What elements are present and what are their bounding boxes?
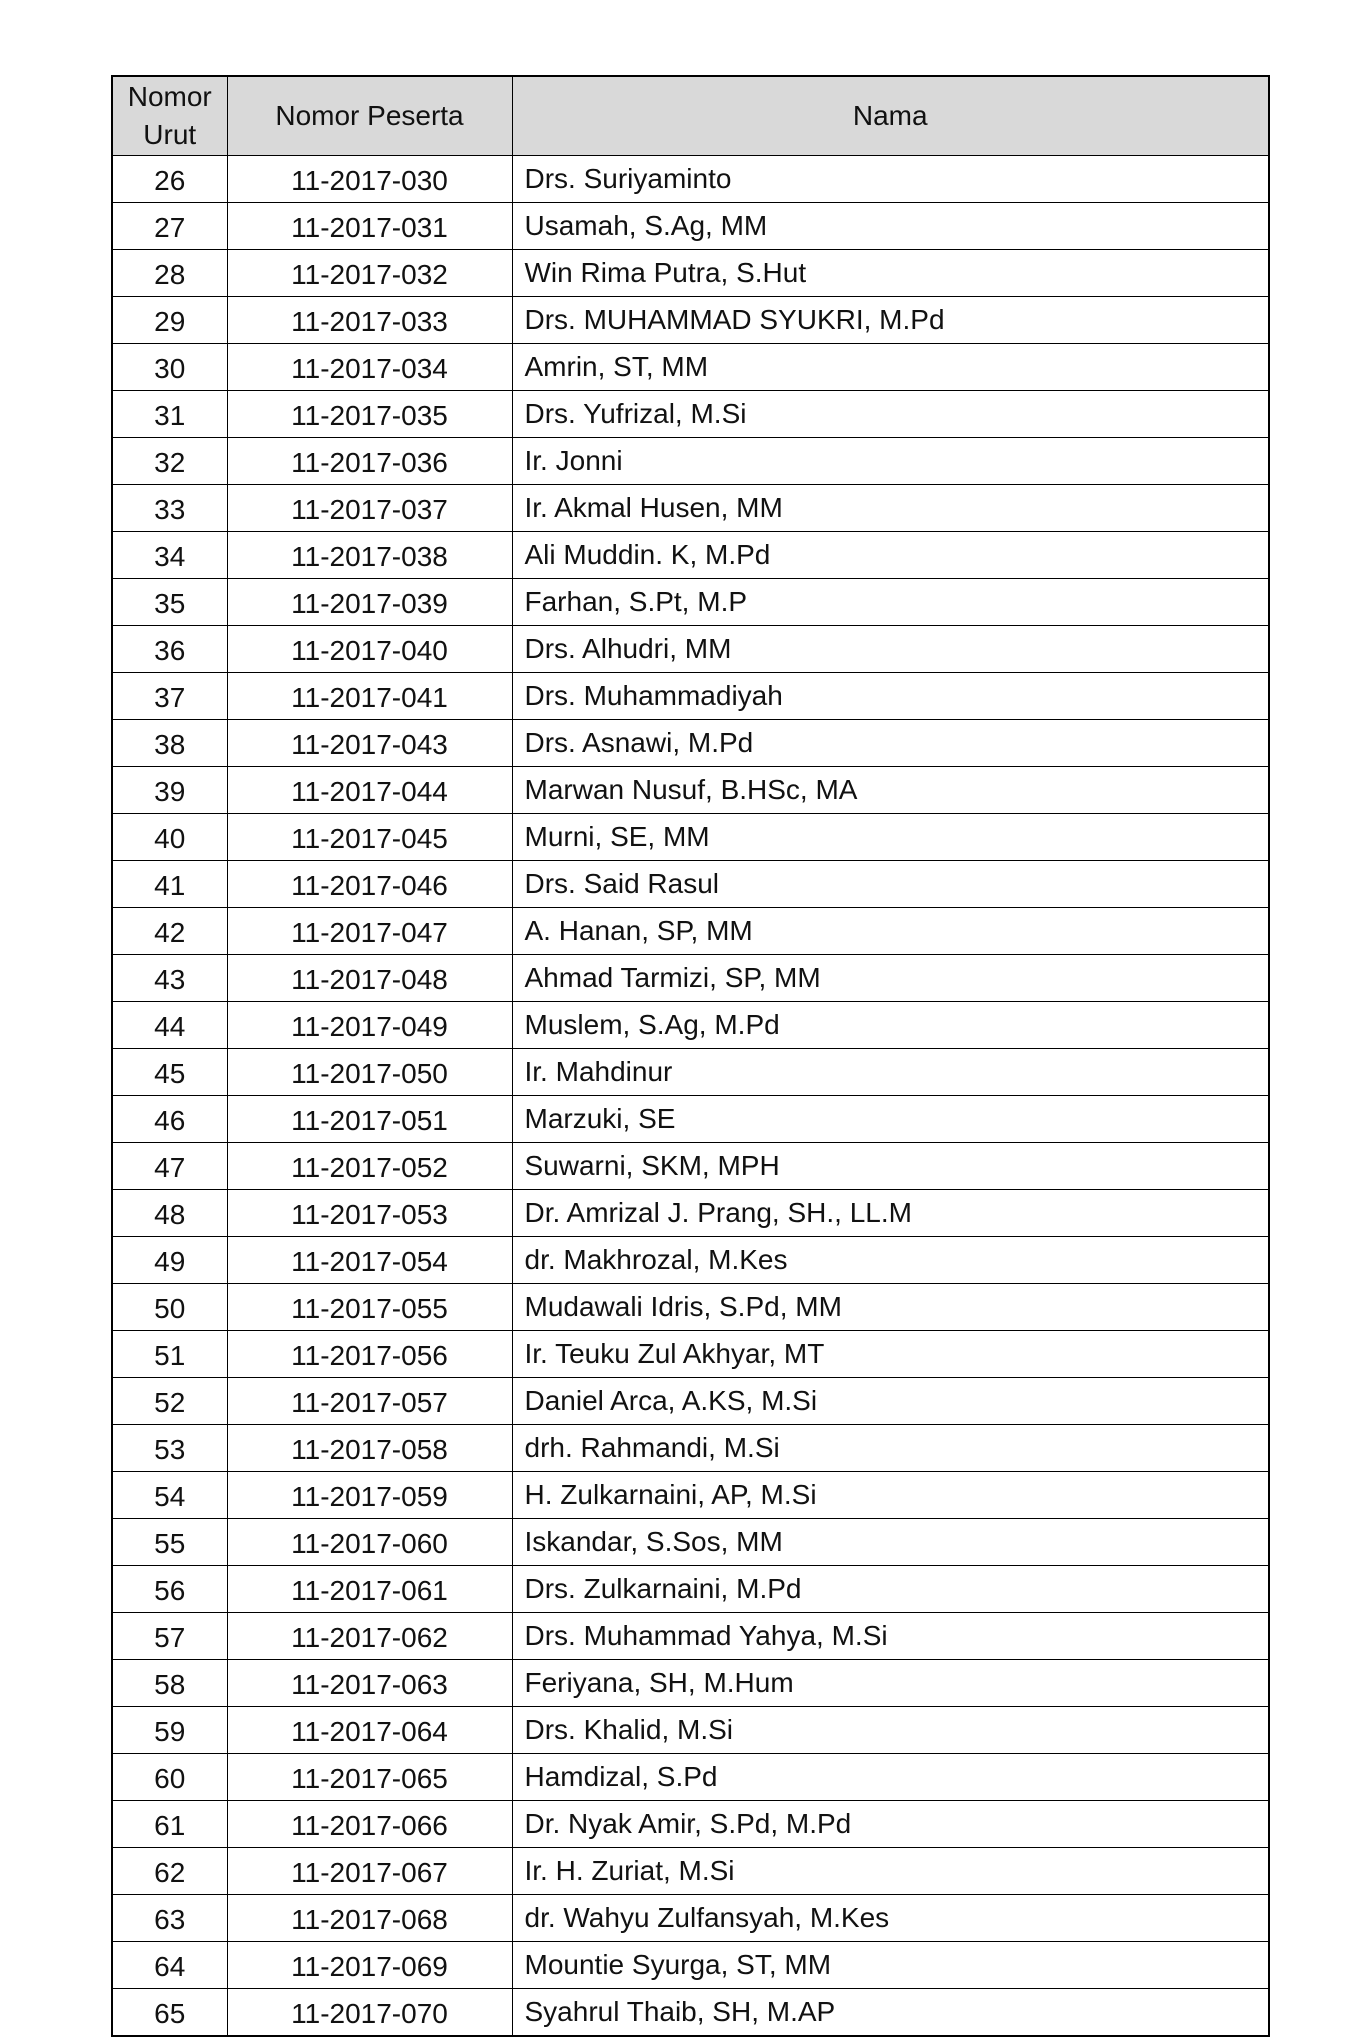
cell-nama: Mudawali Idris, S.Pd, MM	[512, 1283, 1269, 1330]
cell-nomor-peserta: 11-2017-058	[227, 1424, 512, 1471]
participants-table	[111, 75, 1270, 2037]
table-row	[112, 1753, 1269, 1800]
cell-nomor-peserta: 11-2017-057	[227, 1377, 512, 1424]
cell-nomor-urut: 32	[112, 437, 227, 484]
cell-nomor-peserta: 11-2017-065	[227, 1753, 512, 1800]
table-row	[112, 766, 1269, 813]
table-row	[112, 1471, 1269, 1518]
table-row	[112, 1800, 1269, 1847]
cell-nomor-peserta: 11-2017-043	[227, 719, 512, 766]
table-row	[112, 813, 1269, 860]
cell-nomor-urut: 58	[112, 1659, 227, 1706]
table-row	[112, 1330, 1269, 1377]
header-nomor-peserta: Nomor Peserta	[227, 76, 512, 155]
cell-nomor-peserta: 11-2017-045	[227, 813, 512, 860]
cell-nomor-peserta: 11-2017-055	[227, 1283, 512, 1330]
cell-nomor-peserta: 11-2017-040	[227, 625, 512, 672]
table-row	[112, 202, 1269, 249]
cell-nomor-urut: 61	[112, 1800, 227, 1847]
cell-nomor-peserta: 11-2017-061	[227, 1565, 512, 1612]
table-row	[112, 1048, 1269, 1095]
cell-nomor-urut: 34	[112, 531, 227, 578]
cell-nomor-urut: 31	[112, 390, 227, 437]
cell-nama: A. Hanan, SP, MM	[512, 907, 1269, 954]
cell-nama: Drs. Zulkarnaini, M.Pd	[512, 1565, 1269, 1612]
cell-nomor-urut: 38	[112, 719, 227, 766]
cell-nomor-urut: 29	[112, 296, 227, 343]
cell-nomor-urut: 57	[112, 1612, 227, 1659]
cell-nomor-urut: 44	[112, 1001, 227, 1048]
cell-nomor-peserta: 11-2017-053	[227, 1189, 512, 1236]
table-row	[112, 719, 1269, 766]
cell-nama: Ahmad Tarmizi, SP, MM	[512, 954, 1269, 1001]
cell-nomor-urut: 27	[112, 202, 227, 249]
cell-nama: Drs. Said Rasul	[512, 860, 1269, 907]
table-row	[112, 390, 1269, 437]
cell-nomor-peserta: 11-2017-052	[227, 1142, 512, 1189]
cell-nomor-urut: 36	[112, 625, 227, 672]
cell-nama: Mountie Syurga, ST, MM	[512, 1941, 1269, 1988]
table-row	[112, 437, 1269, 484]
cell-nomor-urut: 53	[112, 1424, 227, 1471]
cell-nomor-urut: 39	[112, 766, 227, 813]
cell-nama: Drs. MUHAMMAD SYUKRI, M.Pd	[512, 296, 1269, 343]
cell-nomor-peserta: 11-2017-034	[227, 343, 512, 390]
cell-nomor-peserta: 11-2017-063	[227, 1659, 512, 1706]
cell-nomor-urut: 56	[112, 1565, 227, 1612]
cell-nomor-peserta: 11-2017-030	[227, 155, 512, 202]
cell-nama: dr. Makhrozal, M.Kes	[512, 1236, 1269, 1283]
cell-nama: Farhan, S.Pt, M.P	[512, 578, 1269, 625]
cell-nomor-urut: 46	[112, 1095, 227, 1142]
cell-nama: Ali Muddin. K, M.Pd	[512, 531, 1269, 578]
table-row	[112, 1283, 1269, 1330]
cell-nama: Feriyana, SH, M.Hum	[512, 1659, 1269, 1706]
cell-nama: Drs. Alhudri, MM	[512, 625, 1269, 672]
cell-nomor-urut: 55	[112, 1518, 227, 1565]
cell-nama: Ir. Mahdinur	[512, 1048, 1269, 1095]
cell-nama: Murni, SE, MM	[512, 813, 1269, 860]
cell-nomor-urut: 30	[112, 343, 227, 390]
cell-nomor-urut: 33	[112, 484, 227, 531]
cell-nomor-urut: 59	[112, 1706, 227, 1753]
cell-nomor-urut: 48	[112, 1189, 227, 1236]
cell-nomor-urut: 47	[112, 1142, 227, 1189]
table-row	[112, 343, 1269, 390]
table-row	[112, 860, 1269, 907]
cell-nama: Hamdizal, S.Pd	[512, 1753, 1269, 1800]
cell-nama: Drs. Khalid, M.Si	[512, 1706, 1269, 1753]
cell-nomor-peserta: 11-2017-041	[227, 672, 512, 719]
cell-nama: Suwarni, SKM, MPH	[512, 1142, 1269, 1189]
cell-nama: Dr. Nyak Amir, S.Pd, M.Pd	[512, 1800, 1269, 1847]
cell-nama: Usamah, S.Ag, MM	[512, 202, 1269, 249]
cell-nomor-peserta: 11-2017-066	[227, 1800, 512, 1847]
table-row	[112, 155, 1269, 202]
cell-nomor-peserta: 11-2017-044	[227, 766, 512, 813]
table-row	[112, 1706, 1269, 1753]
table-header	[112, 76, 1269, 155]
cell-nomor-peserta: 11-2017-038	[227, 531, 512, 578]
cell-nomor-peserta: 11-2017-067	[227, 1847, 512, 1894]
cell-nomor-peserta: 11-2017-069	[227, 1941, 512, 1988]
table-row	[112, 1518, 1269, 1565]
cell-nama: Win Rima Putra, S.Hut	[512, 249, 1269, 296]
cell-nomor-peserta: 11-2017-036	[227, 437, 512, 484]
table-row	[112, 1894, 1269, 1941]
header-nomor-urut-line2: Urut	[143, 118, 197, 150]
table-row	[112, 1189, 1269, 1236]
cell-nama: Muslem, S.Ag, M.Pd	[512, 1001, 1269, 1048]
cell-nomor-peserta: 11-2017-051	[227, 1095, 512, 1142]
cell-nomor-urut: 45	[112, 1048, 227, 1095]
table-row	[112, 1988, 1269, 2036]
cell-nomor-urut: 52	[112, 1377, 227, 1424]
cell-nomor-peserta: 11-2017-059	[227, 1471, 512, 1518]
cell-nama: Ir. H. Zuriat, M.Si	[512, 1847, 1269, 1894]
cell-nomor-peserta: 11-2017-048	[227, 954, 512, 1001]
cell-nomor-peserta: 11-2017-068	[227, 1894, 512, 1941]
cell-nama: Ir. Jonni	[512, 437, 1269, 484]
table-row	[112, 1565, 1269, 1612]
cell-nama: Drs. Muhammad Yahya, M.Si	[512, 1612, 1269, 1659]
table-row	[112, 1612, 1269, 1659]
cell-nomor-peserta: 11-2017-032	[227, 249, 512, 296]
cell-nama: dr. Wahyu Zulfansyah, M.Kes	[512, 1894, 1269, 1941]
cell-nomor-peserta: 11-2017-037	[227, 484, 512, 531]
table-row	[112, 1659, 1269, 1706]
cell-nomor-peserta: 11-2017-049	[227, 1001, 512, 1048]
table-row	[112, 672, 1269, 719]
cell-nomor-peserta: 11-2017-033	[227, 296, 512, 343]
cell-nama: Drs. Asnawi, M.Pd	[512, 719, 1269, 766]
header-nama: Nama	[512, 76, 1269, 155]
cell-nama: Marzuki, SE	[512, 1095, 1269, 1142]
table-row	[112, 296, 1269, 343]
cell-nomor-urut: 50	[112, 1283, 227, 1330]
cell-nomor-urut: 65	[112, 1988, 227, 2036]
cell-nomor-urut: 49	[112, 1236, 227, 1283]
table-row	[112, 1236, 1269, 1283]
cell-nama: drh. Rahmandi, M.Si	[512, 1424, 1269, 1471]
table-row	[112, 954, 1269, 1001]
cell-nama: Daniel Arca, A.KS, M.Si	[512, 1377, 1269, 1424]
table-row	[112, 1941, 1269, 1988]
cell-nama: Drs. Yufrizal, M.Si	[512, 390, 1269, 437]
cell-nomor-peserta: 11-2017-064	[227, 1706, 512, 1753]
table-row	[112, 578, 1269, 625]
cell-nama: Marwan Nusuf, B.HSc, MA	[512, 766, 1269, 813]
cell-nomor-peserta: 11-2017-035	[227, 390, 512, 437]
cell-nomor-urut: 26	[112, 155, 227, 202]
cell-nomor-urut: 37	[112, 672, 227, 719]
cell-nomor-peserta: 11-2017-062	[227, 1612, 512, 1659]
table-row	[112, 907, 1269, 954]
table-row	[112, 249, 1269, 296]
cell-nomor-urut: 35	[112, 578, 227, 625]
cell-nama: Amrin, ST, MM	[512, 343, 1269, 390]
header-nomor-urut-line1: Nomor	[127, 80, 212, 112]
cell-nama: Dr. Amrizal J. Prang, SH., LL.M	[512, 1189, 1269, 1236]
header-row	[112, 76, 1269, 155]
table-body	[112, 155, 1269, 2036]
cell-nomor-peserta: 11-2017-031	[227, 202, 512, 249]
table-row	[112, 1377, 1269, 1424]
cell-nomor-peserta: 11-2017-070	[227, 1988, 512, 2036]
cell-nama: Syahrul Thaib, SH, M.AP	[512, 1988, 1269, 2036]
cell-nomor-urut: 42	[112, 907, 227, 954]
cell-nomor-peserta: 11-2017-050	[227, 1048, 512, 1095]
table-row	[112, 1424, 1269, 1471]
cell-nama: Ir. Akmal Husen, MM	[512, 484, 1269, 531]
cell-nomor-peserta: 11-2017-056	[227, 1330, 512, 1377]
cell-nomor-urut: 62	[112, 1847, 227, 1894]
cell-nomor-peserta: 11-2017-039	[227, 578, 512, 625]
cell-nomor-urut: 43	[112, 954, 227, 1001]
table-row	[112, 1001, 1269, 1048]
cell-nomor-urut: 63	[112, 1894, 227, 1941]
header-nomor-urut	[112, 76, 227, 155]
cell-nomor-urut: 41	[112, 860, 227, 907]
table-row	[112, 1095, 1269, 1142]
cell-nama: Ir. Teuku Zul Akhyar, MT	[512, 1330, 1269, 1377]
cell-nomor-urut: 51	[112, 1330, 227, 1377]
table-row	[112, 625, 1269, 672]
cell-nomor-urut: 54	[112, 1471, 227, 1518]
cell-nomor-peserta: 11-2017-047	[227, 907, 512, 954]
cell-nomor-peserta: 11-2017-054	[227, 1236, 512, 1283]
cell-nomor-peserta: 11-2017-046	[227, 860, 512, 907]
table-row	[112, 484, 1269, 531]
cell-nama: H. Zulkarnaini, AP, M.Si	[512, 1471, 1269, 1518]
cell-nama: Iskandar, S.Sos, MM	[512, 1518, 1269, 1565]
cell-nomor-urut: 28	[112, 249, 227, 296]
cell-nomor-urut: 60	[112, 1753, 227, 1800]
cell-nama: Drs. Muhammadiyah	[512, 672, 1269, 719]
cell-nama: Drs. Suriyaminto	[512, 155, 1269, 202]
cell-nomor-urut: 64	[112, 1941, 227, 1988]
table-row	[112, 531, 1269, 578]
table-row	[112, 1847, 1269, 1894]
cell-nomor-peserta: 11-2017-060	[227, 1518, 512, 1565]
cell-nomor-urut: 40	[112, 813, 227, 860]
table-row	[112, 1142, 1269, 1189]
